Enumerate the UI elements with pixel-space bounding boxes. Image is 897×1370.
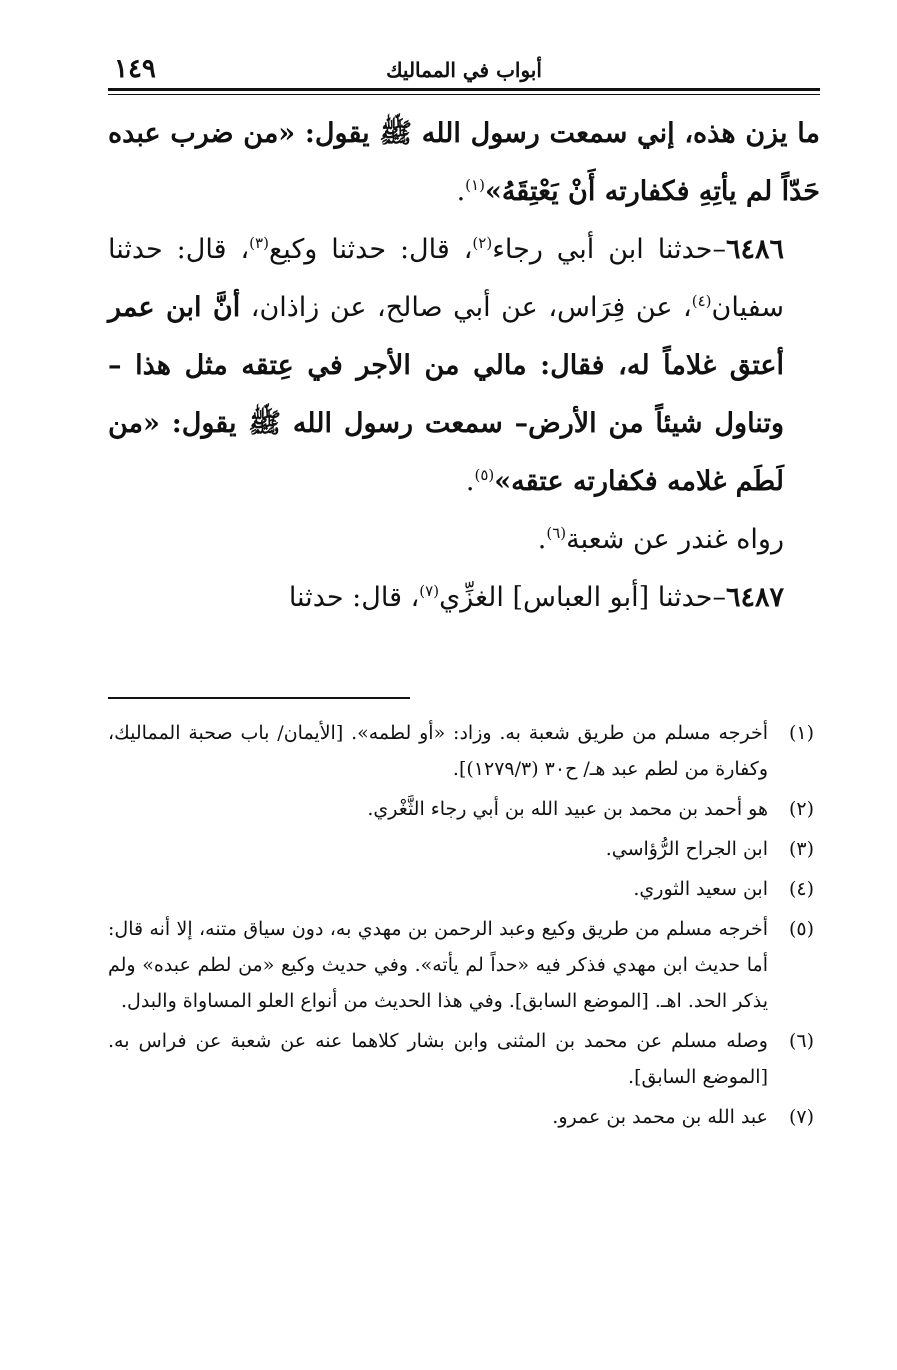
footnote-separator (108, 697, 410, 699)
page-number: ١٤٩ (114, 54, 156, 84)
footnote-ref: (٧) (419, 582, 440, 600)
punctuation: . (456, 176, 466, 207)
footnote-ref: (٤) (691, 292, 712, 310)
footnote-ref: (٢) (472, 234, 493, 252)
footnote-mark: (١) (788, 722, 814, 744)
narration-note (108, 511, 820, 569)
hadith-text: ما يزن هذه، إني سمعت رسول الله ﷺ يقول: «من ضرب عبده حَدّاً لم يأتِهِ فكفارته أَنْ يَعْتِقَهُ» (108, 118, 820, 207)
narration-text: رواه غندر عن شعبة (566, 524, 784, 555)
paragraph-continuation (108, 105, 820, 221)
header-rule-thick (108, 88, 820, 91)
footnote-text: هو أحمد بن محمد بن عبيد الله بن أبي رجاء الثَّغْري. (367, 798, 768, 820)
isnad-text: –حدثنا [أبو العباس] الغزِّي (439, 582, 726, 613)
footnote-ref: (١) (465, 176, 485, 194)
punctuation: . (465, 466, 475, 497)
header-rule-thin (108, 94, 820, 95)
footnotes (108, 715, 820, 1135)
footnote-ref: (٣) (249, 234, 269, 252)
footnote-mark: (٧) (788, 1106, 814, 1128)
footnote (108, 715, 820, 787)
punctuation: . (537, 524, 547, 555)
book-page (108, 52, 820, 1139)
footnote-mark: (٣) (788, 838, 814, 860)
footnote-ref: (٥) (474, 466, 495, 484)
footnote-mark: (٢) (788, 798, 814, 820)
page-header (108, 52, 820, 86)
isnad-text: ، قال: حدثنا وكيع (268, 234, 473, 265)
footnote-text: عبد الله بن محمد بن عمرو. (552, 1106, 768, 1128)
hadith-number: ٦٤٨٧ (725, 582, 784, 613)
footnote (108, 1099, 820, 1135)
footnote-mark: (٥) (788, 918, 814, 940)
footnote (108, 831, 820, 867)
hadith-6487 (108, 569, 820, 627)
footnote-mark: (٤) (788, 878, 814, 900)
footnote (108, 791, 820, 827)
main-text (108, 105, 820, 627)
isnad-text: ، قال: حدثنا سفيان (108, 234, 784, 323)
hadith-text: أنَّ ابن عمر أعتق غلاماً له، فقال: مالي من الأجر في عِتقه مثل هذا –وتناول شيئاً من الأرض– سمعت رسول الله ﷺ يقول: «من لَطَم غلامه فكفارته عتقه» (108, 292, 784, 497)
hadith-number: ٦٤٨٦ (725, 234, 784, 265)
footnote-text: ابن الجراح الرُّؤاسي. (605, 838, 768, 860)
footnote-text: أخرجه مسلم من طريق شعبة به. وزاد: «أو لطمه». [الأيمان/ باب صحبة المماليك، وكفارة من لطم عبد هـ/ ح٣٠ (١٢٧٩/٣)]. (108, 722, 768, 780)
footnote (108, 871, 820, 907)
footnote (108, 911, 820, 1019)
hadith-6486 (108, 221, 820, 511)
isnad-text: ، قال: حدثنا (288, 582, 420, 613)
isnad-text: ، عن فِرَاس، عن أبي صالح، عن زاذان، (240, 292, 692, 323)
footnote-ref: (٦) (546, 524, 567, 542)
footnote (108, 1023, 820, 1095)
footnote-text: أخرجه مسلم من طريق وكيع وعبد الرحمن بن مهدي به، دون سياق متنه، إلا أنه قال: أما حديث ابن مهدي فذكر فيه «حداً لم يأته». وفي حديث وكيع «من لطم عبده» ولم يذكر الحد. اهـ. [الموضع السابق]. وفي هذا الحديث من أنواع العلو المساواة والبدل. (108, 918, 768, 1012)
running-title: أبواب في المماليك (386, 58, 542, 82)
footnote-text: ابن سعيد الثوري. (633, 878, 768, 900)
footnote-mark: (٦) (788, 1030, 814, 1052)
footnote-text: وصله مسلم عن محمد بن المثنى وابن بشار كلاهما عنه عن شعبة عن فراس به. [الموضع السابق]. (108, 1030, 768, 1088)
isnad-text: –حدثنا ابن أبي رجاء (492, 234, 726, 265)
